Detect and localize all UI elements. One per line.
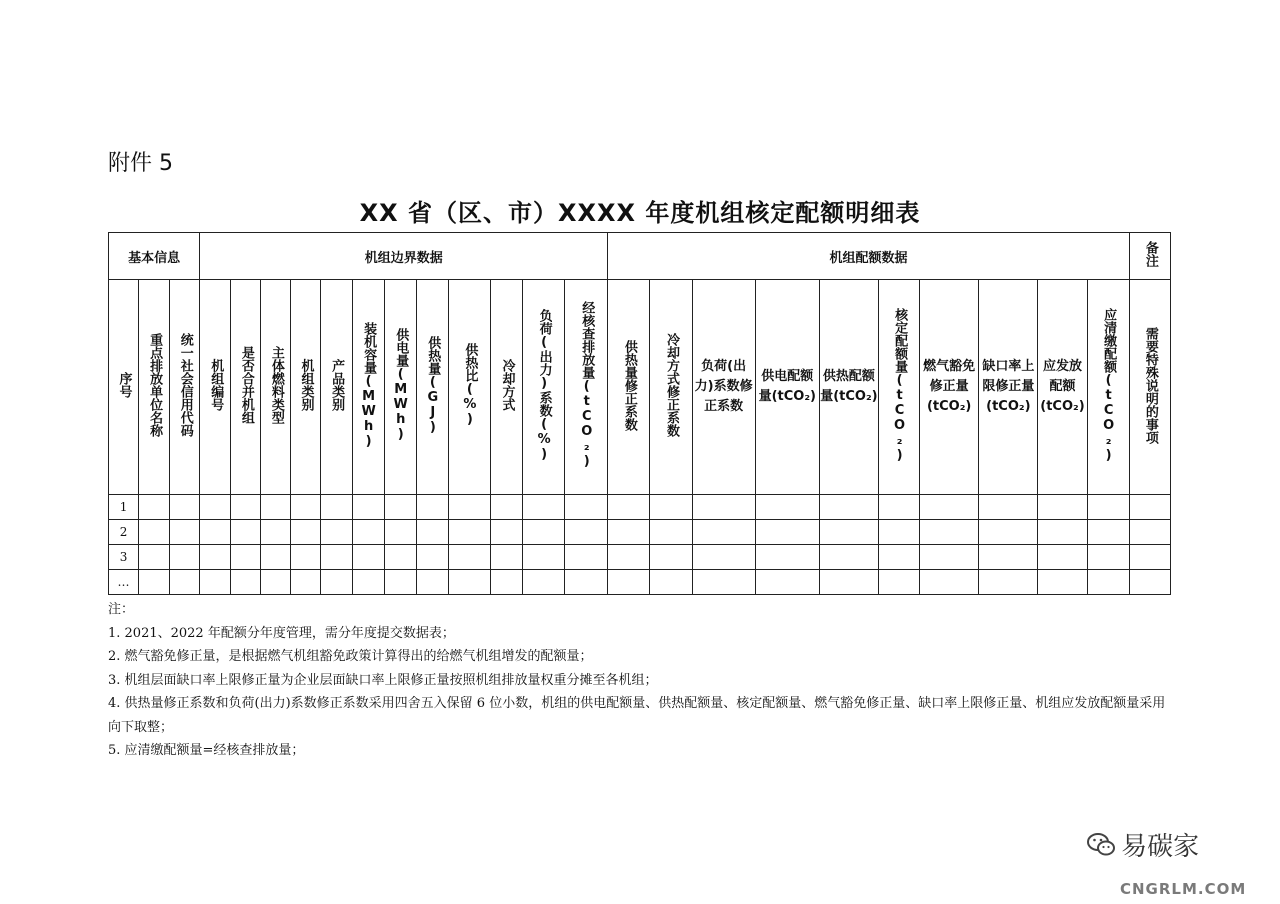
col-header-product-category: 产品类别 <box>320 280 352 495</box>
quota-detail-table <box>108 232 1171 595</box>
table-row <box>109 545 1171 570</box>
col-header-heat-quota: 供热配额量(tCO₂) <box>819 280 878 495</box>
col-header-unit-id: 机组编号 <box>200 280 231 495</box>
col-header-entity-name: 重点排放单位名称 <box>139 280 170 495</box>
col-header-load-factor: 负荷(出力)系数(%) <box>523 280 565 495</box>
col-header-unit-category: 机组类别 <box>291 280 320 495</box>
col-header-power-supply: 供电量(MWh) <box>384 280 416 495</box>
col-header-gas-exemption: 燃气豁免修正量(tCO₂) <box>920 280 979 495</box>
col-header-fuel-type: 主体燃料类型 <box>261 280 291 495</box>
col-header-power-quota: 供电配额量(tCO₂) <box>755 280 819 495</box>
row-number: 1 <box>109 495 139 520</box>
col-header-special-notes: 需要特殊说明的事项 <box>1129 280 1170 495</box>
note-item: 4. 供热量修正系数和负荷(出力)系数修正系数采用四舍五入保留 6 位小数，机组的供电配额量、供热配额量、核定配额量、燃气豁免修正量、缺口率上限修正量、机组应发放配额量采用向下取整； <box>108 696 1166 735</box>
col-header-cooling-correction: 冷却方式修正系数 <box>650 280 692 495</box>
note-item: 3. 机组层面缺口率上限修正量为企业层面缺口率上限修正量按照机组排放量权重分摊至各机组； <box>108 672 658 688</box>
col-header-gap-cap-correction: 缺口率上限修正量(tCO₂) <box>979 280 1038 495</box>
col-header-heat-ratio: 供热比(%) <box>448 280 490 495</box>
row-number: 2 <box>109 520 139 545</box>
notes <box>108 598 1174 763</box>
col-header-approved-quota: 核定配额量(tCO₂) <box>879 280 920 495</box>
group-quota-data: 机组配额数据 <box>608 233 1129 280</box>
table-row <box>109 495 1171 520</box>
page-title: XX 省（区、市）XXXX 年度机组核定配额明细表 <box>359 199 921 227</box>
col-header-serial: 序号 <box>109 280 139 495</box>
attachment-label: 附件 5 <box>108 151 173 176</box>
watermark <box>1086 826 1247 898</box>
group-boundary-data: 机组边界数据 <box>200 233 608 280</box>
wechat-icon <box>1086 832 1116 858</box>
col-header-load-correction: 负荷(出力)系数修正系数 <box>692 280 755 495</box>
col-header-quota-to-issue: 应发放配额(tCO₂) <box>1038 280 1087 495</box>
table-row <box>109 570 1171 595</box>
col-header-cooling-method: 冷却方式 <box>490 280 522 495</box>
watermark-site: CNGRLM.COM <box>1120 880 1247 898</box>
col-header-verified-emissions: 经核查排放量(tCO₂) <box>565 280 608 495</box>
col-header-quota-to-surrender: 应清缴配额(tCO₂) <box>1087 280 1129 495</box>
row-number: … <box>109 570 139 595</box>
group-basic-info: 基本信息 <box>109 233 200 280</box>
note-item: 2. 燃气豁免修正量，是根据燃气机组豁免政策计算得出的给燃气机组增发的配额量； <box>108 649 593 664</box>
table-row <box>109 520 1171 545</box>
row-number: 3 <box>109 545 139 570</box>
note-item: 5. 应清缴配额量=经核查排放量； <box>108 743 305 758</box>
col-header-credit-code: 统一社会信用代码 <box>170 280 200 495</box>
group-remark: 备注 <box>1129 233 1170 280</box>
col-header-heat-correction: 供热量修正系数 <box>608 280 650 495</box>
col-header-heat-supply: 供热量(GJ) <box>416 280 448 495</box>
col-header-capacity: 装机容量(MWh) <box>352 280 384 495</box>
note-item: 1. 2021、2022 年配额分年度管理，需分年度提交数据表； <box>108 625 455 641</box>
col-header-merged-unit: 是否合并机组 <box>231 280 261 495</box>
watermark-brand: 易碳家 <box>1121 832 1200 862</box>
notes-heading: 注： <box>108 602 135 617</box>
